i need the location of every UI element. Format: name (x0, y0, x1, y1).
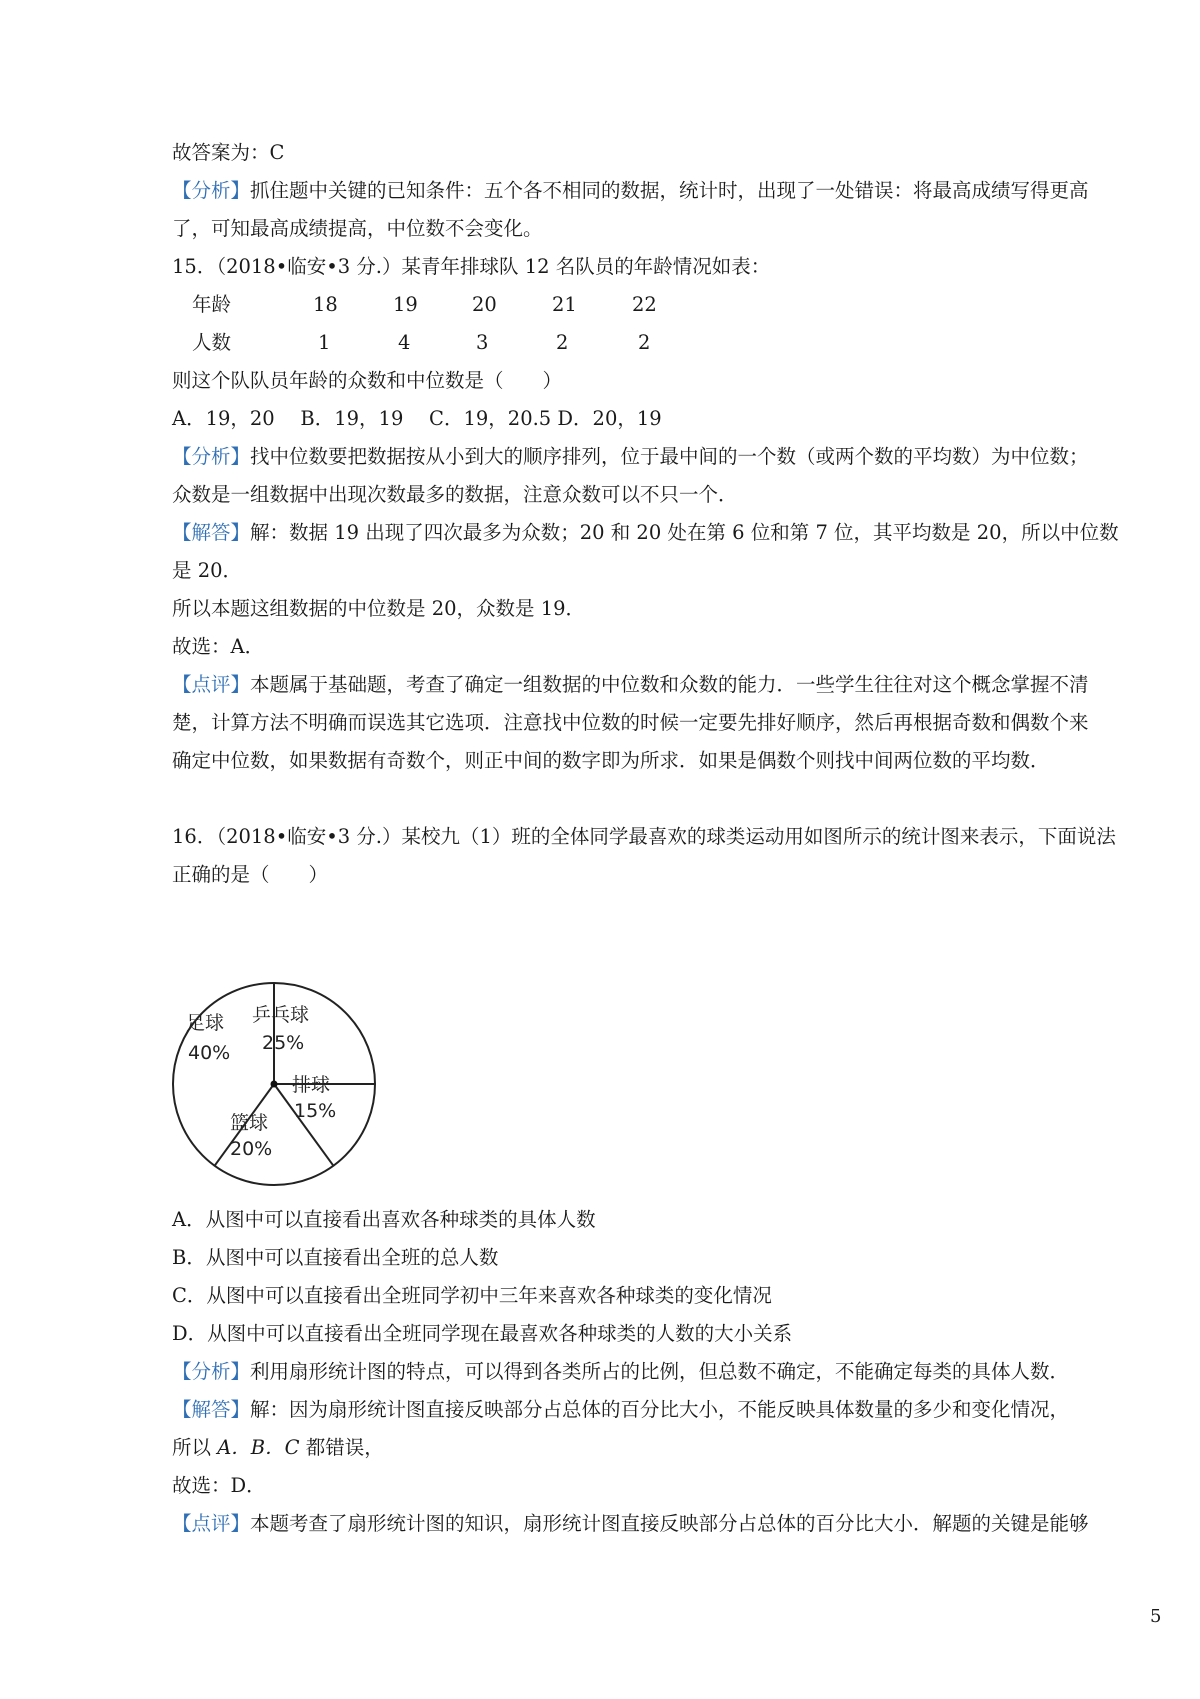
question-16-stem: 16．（2018•临安•3 分.）某校九（1）班的全体同学最喜欢的球类运动用如图所示的统计图来表示，下面说法 (172, 825, 1116, 848)
option-d: D．从图中可以直接看出全班同学现在最喜欢各种球类的人数的大小关系 (172, 1322, 793, 1345)
table-cell: 人数 (192, 331, 232, 354)
q16-solution-3: 故选：D． (172, 1474, 266, 1497)
q15-solution-2: 是 20． (172, 559, 243, 582)
table-cell: 3 (476, 331, 489, 354)
comment-tag: 【点评】 (172, 673, 251, 696)
pie-center-dot (271, 1081, 278, 1088)
solution-text: 解：因为扇形统计图直接反映部分占总体的百分比大小，不能反映具体数量的多少和变化情况， (250, 1398, 1070, 1421)
table-cell: 1 (318, 331, 331, 354)
q16-comment (172, 1510, 1089, 1538)
table-cell: 年龄 (192, 293, 232, 316)
question-15-options: A．19，20 B．19，19 C．19，20.5 D．20，19 (172, 407, 662, 430)
page-number: 5 (1150, 1606, 1162, 1627)
pie-category-label: 排球 (292, 1074, 331, 1096)
pie-category-label: 乒乓球 (252, 1004, 310, 1026)
solution-text: 解：数据 19 出现了四次最多为众数；20 和 20 处在第 6 位和第 7 位，其平均数是 20，所以中位数 (250, 521, 1119, 544)
q15-comment-2: 楚，计算方法不明确而误选其它选项．注意找中位数的时候一定要先排好顺序，然后再根据奇数和偶数个来 (172, 711, 1089, 734)
analysis-text: 抓住题中关键的已知条件：五个各不相同的数据，统计时，出现了一处错误：将最高成绩写得更高 (250, 179, 1089, 202)
q15-analysis-2: 众数是一组数据中出现次数最多的数据，注意众数可以不只一个． (172, 483, 738, 506)
analysis-tag: 【分析】 (172, 1360, 251, 1383)
analysis-tag: 【分析】 (172, 445, 251, 468)
question-16-stem-2: 正确的是（ ） (172, 863, 329, 886)
analysis-line (172, 177, 1089, 205)
analysis-text: 利用扇形统计图的特点，可以得到各类所占的比例，但总数不确定，不能确定每类的具体人数． (250, 1360, 1070, 1383)
solution-options-text: A．B．C (217, 1436, 300, 1459)
q15-comment (172, 671, 1089, 699)
comment-text: 本题属于基础题，考查了确定一组数据的中位数和众数的能力．一些学生往往对这个概念掌握不清 (250, 673, 1089, 696)
table-cell: 18 (313, 293, 338, 316)
q15-solution-4: 故选：A． (172, 635, 265, 658)
q15-solution (172, 519, 1119, 547)
answer-line: 故答案为：C (172, 141, 285, 164)
table-cell: 4 (398, 331, 411, 354)
solution-text: 都错误， (299, 1436, 384, 1459)
comment-tag: 【点评】 (172, 1512, 251, 1535)
pie-category-label: 篮球 (230, 1112, 269, 1134)
q15-comment-3: 确定中位数，如果数据有奇数个，则正中间的数字即为所求．如果是偶数个则找中间两位数的平均数． (172, 749, 1050, 772)
table-cell: 20 (472, 293, 497, 316)
option-a: A．从图中可以直接看出喜欢各种球类的具体人数 (172, 1208, 596, 1231)
question-15-ask: 则这个队队员年龄的众数和中位数是（ ） (172, 369, 563, 392)
analysis-tag: 【分析】 (172, 179, 251, 202)
table-cell: 2 (638, 331, 651, 354)
q15-solution-3: 所以本题这组数据的中位数是 20，众数是 19． (172, 597, 586, 620)
analysis-line-2: 了，可知最高成绩提高，中位数不会变化。 (172, 217, 543, 240)
solution-text: 所以 (172, 1436, 218, 1459)
pie-value-label: 40% (188, 1042, 231, 1064)
option-b: B．从图中可以直接看出全班的总人数 (172, 1246, 499, 1269)
pie-category-label: 足球 (186, 1012, 225, 1034)
solution-tag: 【解答】 (172, 521, 251, 544)
table-cell: 22 (632, 293, 657, 316)
q16-solution (172, 1396, 1069, 1424)
q15-analysis (172, 443, 1089, 471)
table-cell: 2 (556, 331, 569, 354)
analysis-text: 找中位数要把数据按从小到大的顺序排列，位于最中间的一个数（或两个数的平均数）为中位数； (250, 445, 1089, 468)
table-cell: 21 (552, 293, 577, 316)
comment-text: 本题考查了扇形统计图的知识，扇形统计图直接反映部分占总体的百分比大小．解题的关键是能够 (250, 1512, 1089, 1535)
pie-chart (168, 978, 380, 1190)
solution-tag: 【解答】 (172, 1398, 251, 1421)
pie-value-label: 20% (230, 1138, 273, 1160)
pie-value-label: 15% (294, 1100, 337, 1122)
q16-analysis (172, 1358, 1069, 1386)
q16-solution-2 (172, 1434, 384, 1462)
pie-value-label: 25% (262, 1032, 305, 1054)
question-15-stem: 15．（2018•临安•3 分.）某青年排球队 12 名队员的年龄情况如表： (172, 255, 771, 278)
table-cell: 19 (393, 293, 418, 316)
option-c: C．从图中可以直接看出全班同学初中三年来喜欢各种球类的变化情况 (172, 1284, 772, 1307)
